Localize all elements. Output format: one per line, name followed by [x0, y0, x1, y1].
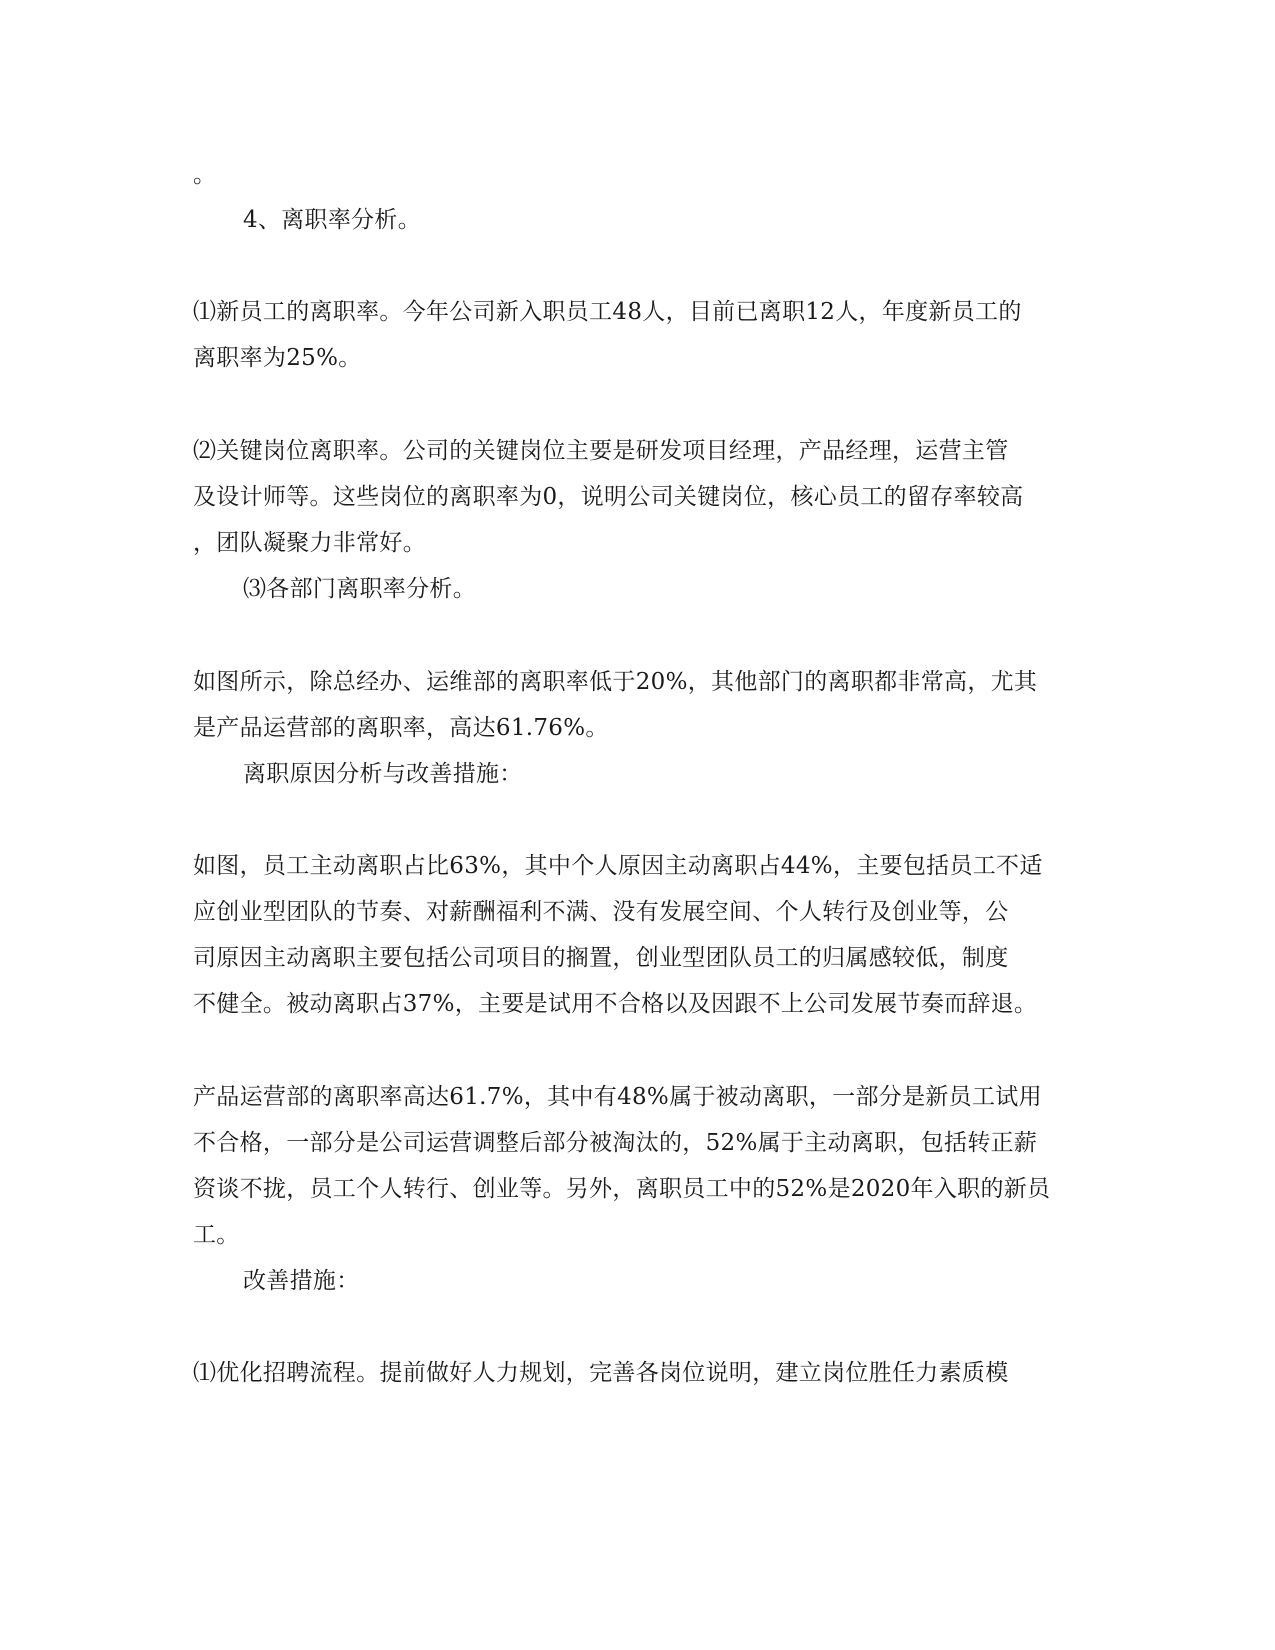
text-line: 不健全。被动离职占37%，主要是试用不合格以及因跟不上公司发展节奏而辞退。: [193, 991, 1038, 1017]
text-line: 是产品运营部的离职率，高达61.76%。: [193, 715, 609, 741]
section-heading: 离职原因分析与改善措施：: [243, 761, 523, 787]
text-line: 资谈不拢，员工个人转行、创业等。另外，离职员工中的52%是2020年入职的新员: [193, 1176, 1051, 1202]
text-line: 工。: [193, 1222, 240, 1248]
text-line: 离职率为25%。: [193, 345, 362, 371]
text-line: ⑴新员工的离职率。今年公司新入职员工48人，目前已离职12人，年度新员工的: [193, 299, 1022, 325]
text-line: ⑵关键岗位离职率。公司的关键岗位主要是研发项目经理，产品经理，运营主管: [193, 438, 1009, 464]
text-line: 如图所示，除总经办、运维部的离职率低于20%，其他部门的离职都非常高，尤其: [193, 669, 1038, 695]
text-line: 产品运营部的离职率高达61.7%，其中有48%属于被动离职，一部分是新员工试用: [193, 1084, 1042, 1110]
text-line: 。: [193, 162, 217, 188]
section-heading: 4、离职率分析。: [243, 207, 422, 233]
text-line: 不合格，一部分是公司运营调整后部分被淘汰的，52%属于主动离职，包括转正薪: [193, 1130, 1038, 1156]
text-line: ⑴优化招聘流程。提前做好人力规划，完善各岗位说明，建立岗位胜任力素质模: [193, 1360, 1009, 1386]
section-heading: 改善措施：: [243, 1268, 360, 1294]
text-line: 及设计师等。这些岗位的离职率为0，说明公司关键岗位，核心员工的留存率较高: [193, 484, 1024, 510]
text-line: 应创业型团队的节奏、对薪酬福利不满、没有发展空间、个人转行及创业等，公: [193, 899, 1009, 925]
subsection-heading: ⑶各部门离职率分析。: [243, 576, 476, 602]
text-line: ，团队凝聚力非常好。: [193, 530, 426, 556]
text-line: 司原因主动离职主要包括公司项目的搁置，创业型团队员工的归属感较低，制度: [193, 945, 1009, 971]
text-line: 如图，员工主动离职占比63%，其中个人原因主动离职占44%，主要包括员工不适: [193, 853, 1043, 879]
